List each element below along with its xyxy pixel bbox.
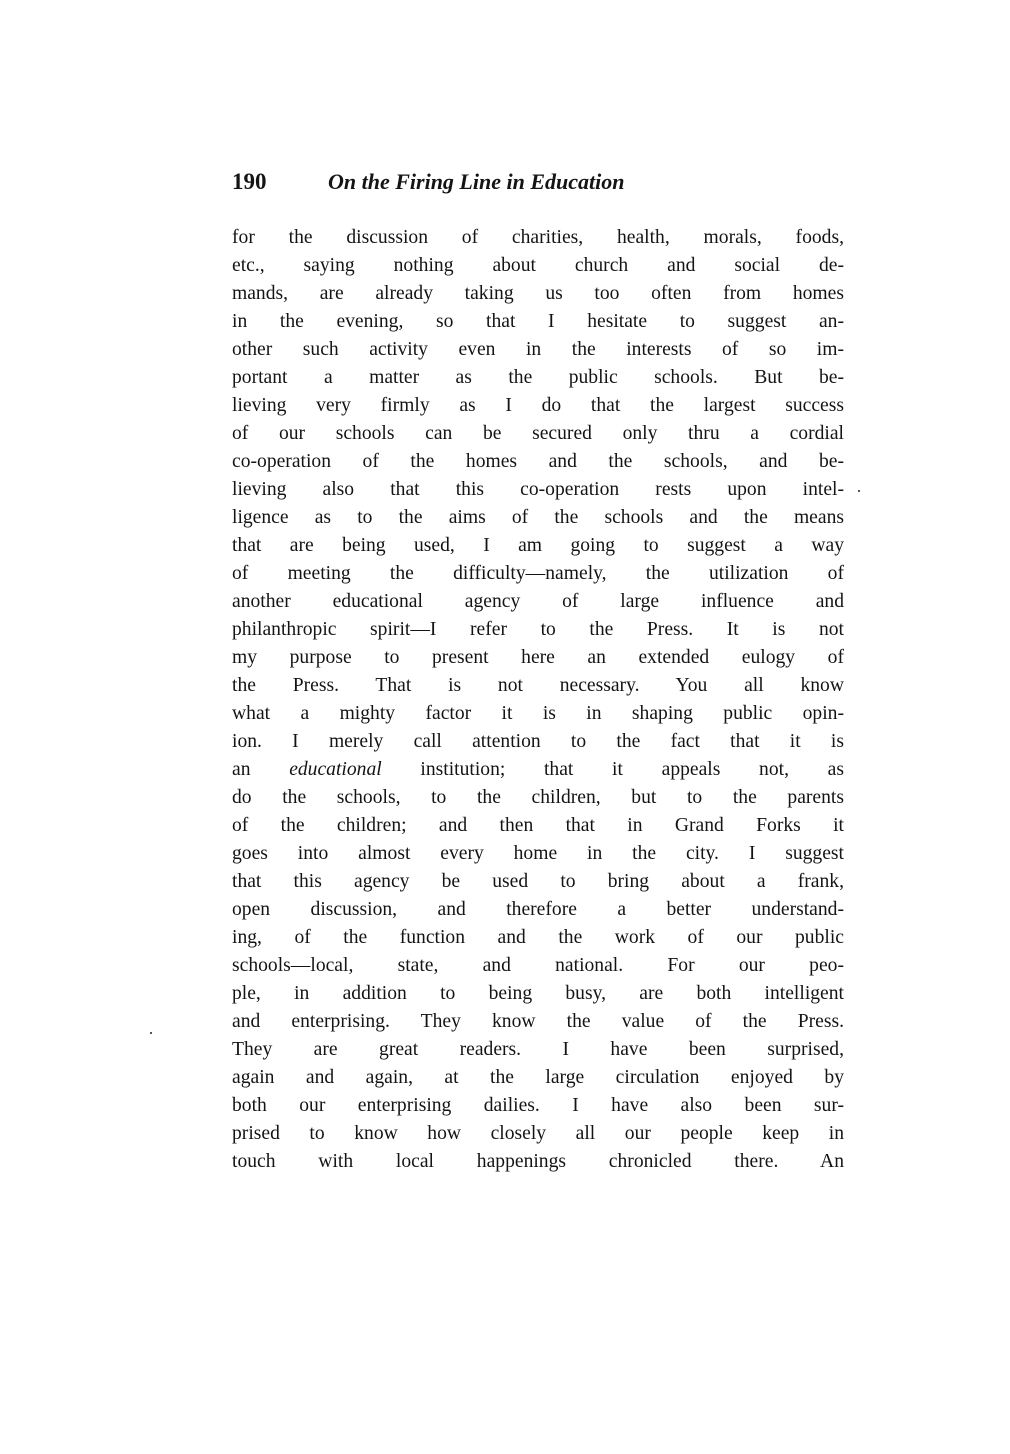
text-line xyxy=(232,896,844,924)
text-line xyxy=(232,252,844,280)
line-text: schools—local, state, and national. For our peo- xyxy=(232,955,844,976)
text-line xyxy=(232,448,844,476)
line-text: an xyxy=(232,759,290,780)
text-line xyxy=(232,700,844,728)
text-line xyxy=(232,588,844,616)
text-line xyxy=(232,672,844,700)
text-line xyxy=(232,616,844,644)
text-line xyxy=(232,308,844,336)
line-text: of our schools can be secured only thru a cordial xyxy=(232,423,844,444)
text-line xyxy=(232,924,844,952)
line-text: in the evening, so that I hesitate to suggest an- xyxy=(232,311,844,332)
running-head xyxy=(232,164,852,200)
body-text xyxy=(232,224,844,1176)
line-text: lieving very firmly as I do that the largest success xyxy=(232,395,844,416)
emphasis-text: educational xyxy=(289,759,382,780)
text-line xyxy=(232,392,844,420)
line-text: They are great readers. I have been surprised, xyxy=(232,1039,844,1060)
line-text: other such activity even in the interests of so im- xyxy=(232,339,844,360)
line-text: and enterprising. They know the value of the Press. xyxy=(232,1011,844,1032)
line-text: mands, are already taking us too often from homes xyxy=(232,283,844,304)
text-line xyxy=(232,280,844,308)
line-text: another educational agency of large influence and xyxy=(232,591,844,612)
text-line xyxy=(232,840,844,868)
text-line xyxy=(232,224,844,252)
text-line xyxy=(232,812,844,840)
line-text: philanthropic spirit—I refer to the Press. It is not xyxy=(232,619,844,640)
line-text: ion. I merely call attention to the fact that it is xyxy=(232,731,844,752)
scan-speck xyxy=(858,490,860,492)
text-line xyxy=(232,364,844,392)
text-line xyxy=(232,644,844,672)
line-text: institution; that it appeals not, as xyxy=(381,759,844,780)
line-text: what a mighty factor it is in shaping public opin- xyxy=(232,703,844,724)
page-number: 190 xyxy=(232,169,267,194)
running-title: On the Firing Line in Education xyxy=(328,169,625,194)
line-text: ple, in addition to being busy, are both intelligent xyxy=(232,983,844,1004)
text-line xyxy=(232,980,844,1008)
line-text: goes into almost every home in the city. I suggest xyxy=(232,843,844,864)
line-text: of meeting the difficulty—namely, the utilization of xyxy=(232,563,844,584)
text-line xyxy=(232,728,844,756)
text-line xyxy=(232,1120,844,1148)
line-text: etc., saying nothing about church and social de- xyxy=(232,255,844,276)
text-line xyxy=(232,1064,844,1092)
line-text: ligence as to the aims of the schools and the means xyxy=(232,507,844,528)
text-line xyxy=(232,420,844,448)
line-text: that are being used, I am going to suggest a way xyxy=(232,535,844,556)
text-line xyxy=(232,1008,844,1036)
line-text: prised to know how closely all our people keep in xyxy=(232,1123,844,1144)
line-text: that this agency be used to bring about a frank, xyxy=(232,871,844,892)
line-text: my purpose to present here an extended eulogy of xyxy=(232,647,844,668)
line-text: both our enterprising dailies. I have also been sur- xyxy=(232,1095,844,1116)
text-line xyxy=(232,476,844,504)
text-line xyxy=(232,1092,844,1120)
line-text: touch with local happenings chronicled there. An xyxy=(232,1151,844,1172)
text-line xyxy=(232,784,844,812)
text-line xyxy=(232,336,844,364)
line-text: open discussion, and therefore a better understand- xyxy=(232,899,844,920)
line-text: co-operation of the homes and the schools, and be- xyxy=(232,451,844,472)
line-text: do the schools, to the children, but to the parents xyxy=(232,787,844,808)
line-text: portant a matter as the public schools. But be- xyxy=(232,367,844,388)
text-line xyxy=(232,532,844,560)
text-line xyxy=(232,756,844,784)
text-line xyxy=(232,952,844,980)
text-line xyxy=(232,504,844,532)
line-text: lieving also that this co-operation rests upon intel- xyxy=(232,479,844,500)
text-line xyxy=(232,1036,844,1064)
line-text: of the children; and then that in Grand Forks it xyxy=(232,815,844,836)
line-text: for the discussion of charities, health, morals, foods, xyxy=(232,227,844,248)
text-line xyxy=(232,868,844,896)
line-text: the Press. That is not necessary. You all know xyxy=(232,675,844,696)
line-text: again and again, at the large circulation enjoyed by xyxy=(232,1067,844,1088)
text-line xyxy=(232,1148,844,1176)
line-text: ing, of the function and the work of our public xyxy=(232,927,844,948)
text-line xyxy=(232,560,844,588)
scan-speck xyxy=(150,1032,152,1034)
